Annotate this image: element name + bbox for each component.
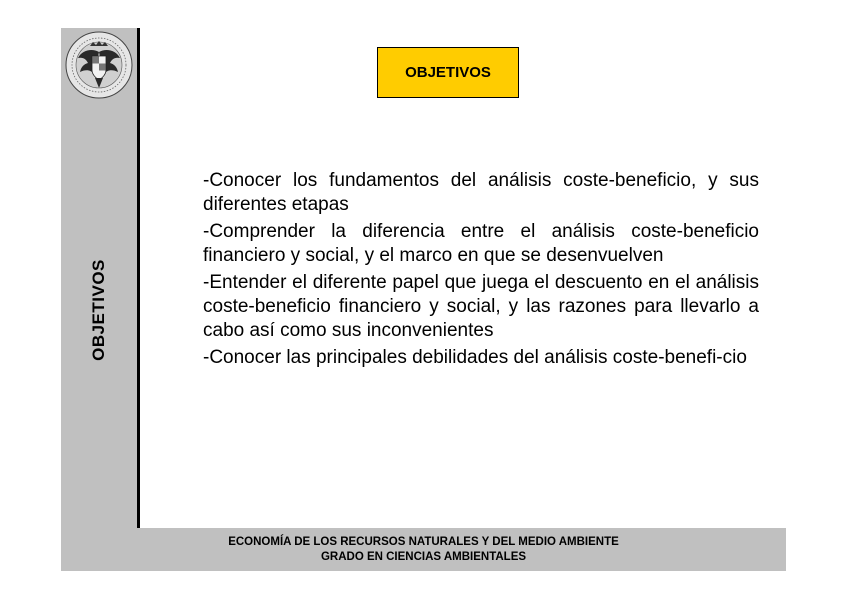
footer-degree: GRADO EN CIENCIAS AMBIENTALES bbox=[320, 550, 527, 563]
university-seal-icon bbox=[64, 30, 134, 100]
objectives-list bbox=[203, 169, 759, 373]
objective-item: -Comprender la diferencia entre el análisis coste-beneficio financiero y social, y el marco en que se desenvuelven bbox=[203, 221, 759, 266]
objective-item: -Conocer las principales debilidades del análisis coste-benefi-cio bbox=[203, 347, 747, 368]
footer-course-title: ECONOMÍA DE LOS RECURSOS NATURALES Y DEL MEDIO AMBIENTE bbox=[228, 535, 619, 548]
side-title: OBJETIVOS bbox=[89, 259, 108, 361]
objective-item: -Entender el diferente papel que juega el descuento en el análisis coste-beneficio financiero y social, y las razones para llevarlo a cabo así como sus inconvenientes bbox=[203, 272, 759, 341]
objective-item: -Conocer los fundamentos del análisis coste-beneficio, y sus diferentes etapas bbox=[203, 170, 759, 215]
slide-title: OBJETIVOS bbox=[377, 47, 519, 98]
sidebar-divider bbox=[137, 28, 140, 528]
footer bbox=[61, 528, 786, 571]
